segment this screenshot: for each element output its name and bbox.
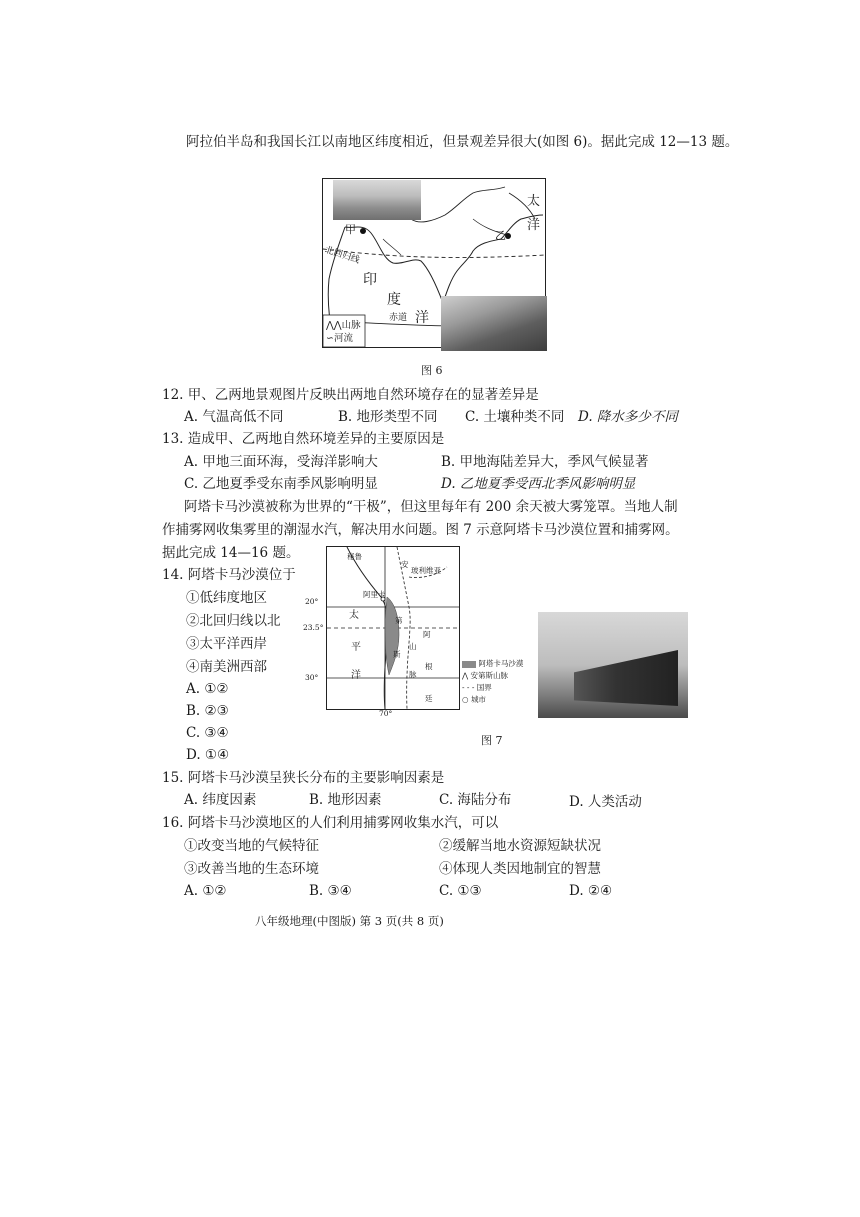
- intro-14-16-line3: 据此完成 14—16 题。: [162, 545, 300, 561]
- label-tropic: 北回归线: [323, 245, 361, 266]
- ricefield-photo: [441, 296, 547, 351]
- legend-mountain: 山脉: [341, 320, 361, 331]
- q16-item-4: ④体现人类因地制宜的智慧: [439, 861, 601, 877]
- q14-stem: 14. 阿塔卡马沙漠位于: [162, 567, 296, 583]
- intro-12-13: 阿拉伯半岛和我国长江以南地区纬度相近，但景观差异很大(如图 6)。据此完成 12—13 题。: [186, 134, 739, 150]
- label-jia: 甲: [345, 223, 356, 236]
- mountain-icon: ⋀⋀: [326, 320, 342, 331]
- label-yi: 乙: [495, 229, 506, 242]
- q16-option-b: B. ③④: [309, 883, 352, 899]
- label-tai: 太: [527, 194, 541, 209]
- q13-option-b: B. 甲地海陆差异大，季风气候显著: [441, 454, 649, 470]
- lon-70: 70°: [379, 709, 393, 718]
- q12-option-d: D. 降水多少不同: [578, 409, 678, 425]
- label-peru: 秘鲁: [347, 552, 362, 561]
- figure-6-map: [322, 178, 546, 348]
- arg-3: 廷: [425, 694, 433, 703]
- border-icon: - - -: [462, 683, 475, 692]
- label-equator: 赤道: [389, 313, 408, 323]
- andes-icon: ⋀: [462, 671, 469, 680]
- q16-item-1: ①改变当地的气候特征: [184, 838, 319, 854]
- q14-option-d: D. ①④: [186, 747, 230, 763]
- label-yang2: 洋: [527, 218, 541, 233]
- q15-option-a: A. 纬度因素: [184, 792, 257, 808]
- q14-option-a: A. ①②: [186, 681, 229, 697]
- legend-desert: 阿塔卡马沙漠: [478, 659, 524, 668]
- q16-option-c: C. ①③: [439, 883, 482, 899]
- mtn-3: 斯: [393, 650, 401, 659]
- q12-stem: 12. 甲、乙两地景观图片反映出两地自然环境存在的显著差异是: [162, 387, 539, 403]
- q14-item-4: ④南美洲西部: [186, 659, 267, 675]
- lat-20: 20°: [305, 597, 319, 606]
- legend-andes: 安第斯山脉: [470, 671, 509, 680]
- desert-photo: [333, 180, 421, 220]
- page-footer: 八年级地理(中图版) 第 3 页(共 8 页): [255, 914, 444, 928]
- label-bolivia: 玻利维亚: [411, 566, 441, 575]
- legend-city: 城市: [470, 695, 486, 704]
- q12-option-a: A. 气温高低不同: [184, 409, 284, 425]
- fog-net-photo: [538, 612, 688, 718]
- river-icon: ∽: [326, 333, 334, 344]
- q16-item-3: ③改善当地的生态环境: [184, 861, 319, 877]
- mtn-2: 第: [395, 616, 403, 625]
- label-du: 度: [387, 292, 401, 308]
- q14-item-1: ①低纬度地区: [186, 590, 267, 606]
- q14-item-2: ②北回归线以北: [186, 613, 281, 629]
- arg-1: 阿: [423, 630, 431, 639]
- q13-stem: 13. 造成甲、乙两地自然环境差异的主要原因是: [162, 431, 445, 447]
- q15-stem: 15. 阿塔卡马沙漠呈狭长分布的主要影响因素是: [162, 770, 445, 786]
- label-yang: 洋: [415, 310, 429, 326]
- arg-2: 根: [425, 662, 433, 671]
- figure-7-caption: 图 7: [481, 734, 503, 747]
- ocean-2: 平: [351, 642, 361, 653]
- city-arica: 阿里卡: [363, 590, 386, 599]
- lat-30: 30°: [305, 673, 319, 682]
- desert-swatch-icon: [462, 661, 476, 668]
- q16-option-d: D. ②④: [569, 883, 613, 899]
- mtn-1: 安: [401, 560, 409, 569]
- lat-23-5: 23.5°: [303, 623, 324, 632]
- legend-river: 河流: [333, 333, 353, 344]
- q16-option-a: A. ①②: [184, 883, 227, 899]
- ocean-3: 洋: [351, 670, 361, 681]
- intro-14-16-line2: 作捕雾网收集雾里的潮湿水汽，解决用水问题。图 7 示意阿塔卡马沙漠位置和捕雾网。: [162, 522, 679, 538]
- mtn-5: 脉: [409, 670, 417, 679]
- figure-6-caption: 图 6: [421, 364, 443, 377]
- legend-border: 国界: [476, 683, 492, 692]
- q13-option-c: C. 乙地夏季受东南季风影响明显: [184, 476, 378, 492]
- ocean-1: 太: [349, 610, 359, 621]
- mtn-4: 山: [409, 642, 417, 651]
- q16-stem: 16. 阿塔卡马沙漠地区的人们利用捕雾网收集水汽，可以: [162, 815, 499, 831]
- q12-option-c: C. 土壤种类不同: [465, 409, 565, 425]
- figure-7-map: [303, 546, 460, 718]
- fig7-legend: [462, 658, 532, 706]
- q14-item-3: ③太平洋西岸: [186, 636, 267, 652]
- q14-option-b: B. ②③: [186, 703, 229, 719]
- q15-option-d: D. 人类活动: [569, 794, 642, 810]
- city-icon: ○: [462, 695, 469, 704]
- intro-14-16-line1: 阿塔卡马沙漠被称为世界的“干极”，但这里每年有 200 余天被大雾笼罩。当地人制: [184, 499, 678, 515]
- q14-option-c: C. ③④: [186, 725, 229, 741]
- q16-item-2: ②缓解当地水资源短缺状况: [439, 838, 601, 854]
- label-yin: 印: [363, 272, 377, 288]
- q13-option-a: A. 甲地三面环海，受海洋影响大: [184, 454, 378, 470]
- q15-option-c: C. 海陆分布: [439, 792, 512, 808]
- q12-option-b: B. 地形类型不同: [338, 409, 438, 425]
- q15-option-b: B. 地形因素: [309, 792, 382, 808]
- q13-option-d: D. 乙地夏季受西北季风影响明显: [441, 476, 636, 492]
- fig6-legend: [326, 319, 366, 345]
